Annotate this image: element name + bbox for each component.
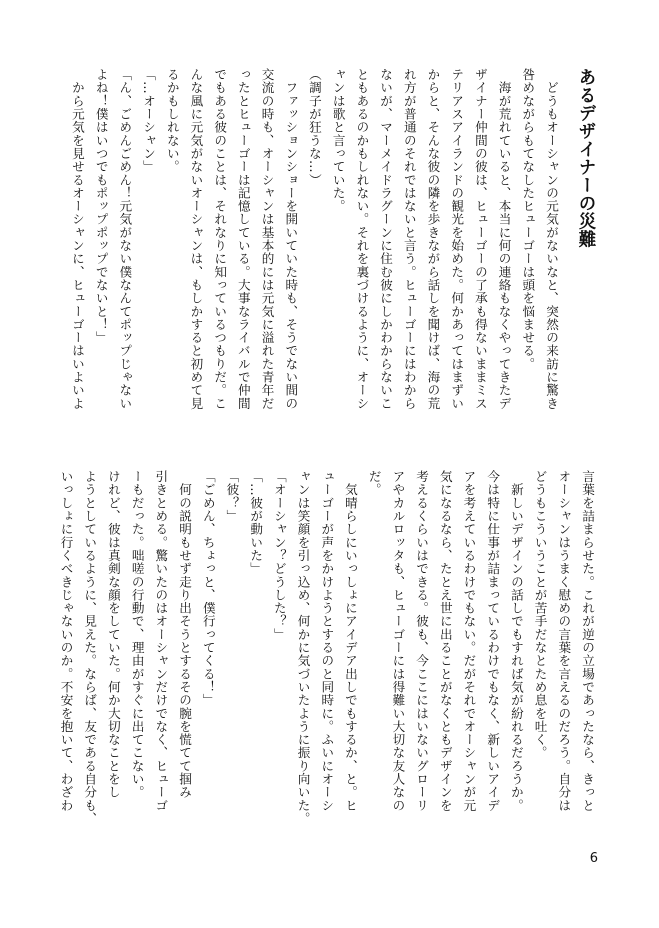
text-line: 「…オーシャン」 xyxy=(141,68,157,174)
text-line: ャンは歌と言っていた。 xyxy=(330,68,346,213)
text-line: よね！僕はいつでもポップポップでないと！」 xyxy=(93,68,109,345)
text-line: 「ん、ごめんごめん！元気がない僕なんてポップじゃない xyxy=(117,68,133,410)
text-line: テリアスアイランドの観光を始めた。何かあってはまずい xyxy=(449,68,465,410)
text-line: だ。 xyxy=(366,470,382,497)
text-line: ザイナー仲間の彼は、ヒューゴーの了承も得ないままミス xyxy=(472,68,488,410)
text-line: から元気を見せるオーシャンに、ヒューゴーはいよいよ xyxy=(69,68,85,410)
text-line: 新しいデザインの話しでもすれば気が紛れるだろうか。 xyxy=(508,470,524,812)
text-line: ファッションショーを開いていた時も、そうでない間の xyxy=(283,68,299,410)
text-line: アやカルロッタも、ヒューゴーには得難い大切な友人なの xyxy=(390,470,406,812)
text-line: ーもだった。咄嗟の行動で、理由がすぐに出てこない。 xyxy=(129,470,145,799)
text-line: でもある彼のことは、それなりに知っているつもりだ。こ xyxy=(212,68,228,410)
text-line: いっしょに行くべきじゃないのか。不安を抱いて、わざわ xyxy=(58,470,74,812)
text-line: からと、そんな彼の隣を歩きながら話しを聞けば、海の荒 xyxy=(425,68,441,410)
text-line: れ方が普通のそれではないと言う。ヒューゴーにはわから xyxy=(401,68,417,410)
text-line: ようとしているように、見えた。ならば、友である自分も、 xyxy=(82,470,98,826)
text-line: どうもこういうことが苦手だなとため息を吐く。 xyxy=(532,470,548,760)
text-line: 「ごめん、ちょっと、僕行ってくる！」 xyxy=(200,470,216,707)
text-line: 引きとめる。驚いたのはオーシャンだけでなく、ヒューゴ xyxy=(153,470,169,812)
upper-text-block xyxy=(69,68,599,438)
chapter-title: あるデザイナーの災難 xyxy=(576,68,596,248)
text-line: 「オーシャン？どうした？」 xyxy=(271,470,287,641)
text-line: るかもしれない。 xyxy=(164,68,180,174)
text-line: （調子が狂うな…） xyxy=(306,68,322,187)
text-line: 言葉を詰まらせた。これが逆の立場であったなら、きっと xyxy=(580,470,595,812)
text-line: 「彼？」 xyxy=(224,470,240,523)
text-line: 何の説明もせず走り出そうとするその腕を慌てて掴み xyxy=(177,470,193,799)
text-line: ったとヒューゴーは記憶している。大事なライバルで仲間 xyxy=(235,68,251,410)
text-line: 海が荒れていると、本当に何の連絡もなくやってきたデ xyxy=(496,68,512,410)
lower-text-block xyxy=(58,470,599,840)
text-line: オーシャンはうまく慰めの言葉を言えるのだろう。自分は xyxy=(556,470,572,812)
text-line: アを考えているわけでもない。だがそれでオーシャンが元 xyxy=(461,470,477,812)
text-line: ともあるのかもしれない。それを裏づけるように、オーシ xyxy=(354,68,370,410)
text-line: 今は特に仕事が詰まっているわけでもなく、新しいアイデ xyxy=(485,470,501,812)
page-number: 6 xyxy=(589,851,598,866)
text-line: んな風に元気がないオーシャンは、もしかすると初めて見 xyxy=(188,68,204,410)
text-line: 交流の時も、オーシャンは基本的には元気に溢れた青年だ xyxy=(259,68,275,410)
text-line: ューゴーが声をかけようとするのと同時に。ふいにオーシ xyxy=(319,470,335,812)
text-line: 「…彼が動いた」 xyxy=(248,470,264,576)
text-line: ないが、マーメイドラグーンに住む彼にしかわからないこ xyxy=(378,68,394,410)
text-line: けれど、彼は真剣な顔をしていた。何か大切なことをし xyxy=(105,470,121,799)
text-line: 咎めながらもてなしたヒューゴーは頭を悩ませる。 xyxy=(520,68,536,371)
text-line: どうもオーシャンの元気がないなと、突然の来訪に驚き xyxy=(544,68,559,410)
text-line: 気になるなら、たとえ世に出ることがなくともデザインを xyxy=(437,470,453,812)
text-line: 考えるくらいはできる。彼も、今ここにはいないグローリ xyxy=(414,470,430,812)
text-line: 気晴らしにいっしょにアイデア出しでもするか、と。ヒ xyxy=(342,470,358,812)
text-line: ャンは笑顔を引っ込め、何かに気づいたように振り向いた。 xyxy=(295,470,311,826)
